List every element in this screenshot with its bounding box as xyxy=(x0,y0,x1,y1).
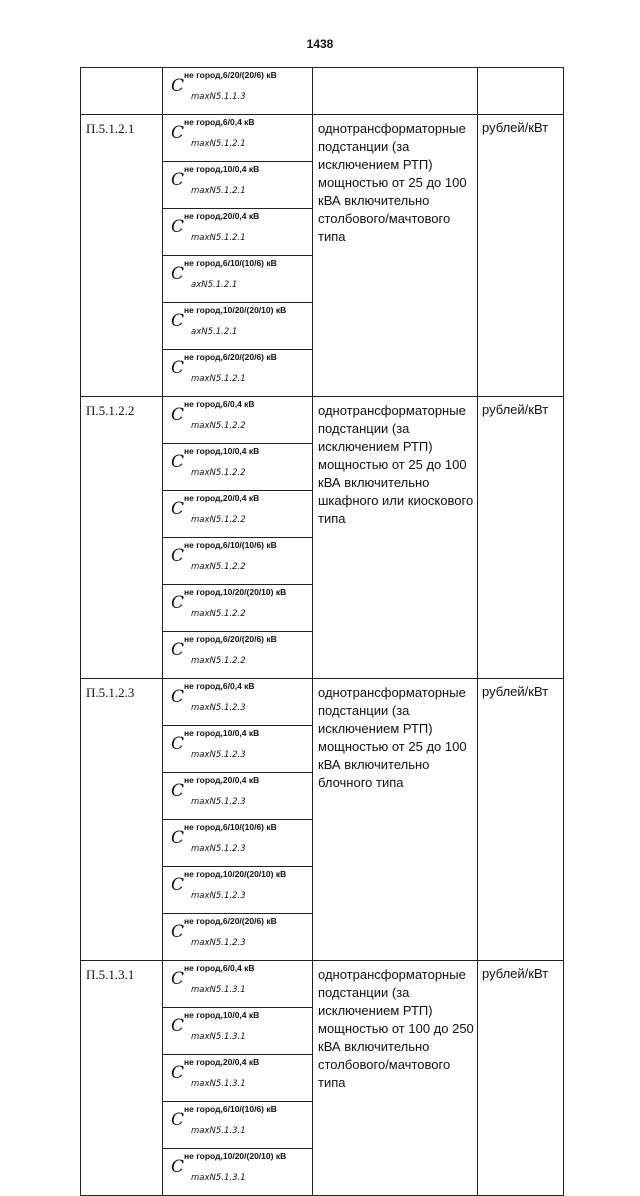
formula-cell xyxy=(163,820,313,867)
formula-superscript: не город,6/10/(10/6) кВ xyxy=(184,540,277,550)
formula-subscript: maxN5.1.3.1 xyxy=(191,1032,246,1042)
formula-symbol: C xyxy=(171,875,185,895)
formula-symbol: C xyxy=(171,405,185,425)
formula-cell xyxy=(163,115,313,162)
formula-symbol: C xyxy=(171,922,185,942)
formula-cell xyxy=(163,773,313,820)
item-code: П.5.1.2.1 xyxy=(81,115,163,397)
formula-cell xyxy=(163,538,313,585)
formula-cell xyxy=(163,632,313,679)
formula-superscript: не город,6/0,4 кВ xyxy=(184,681,255,691)
formula-subscript: maxN5.1.2.3 xyxy=(191,703,246,713)
formula-symbol: C xyxy=(171,499,185,519)
formula-symbol: C xyxy=(171,687,185,707)
formula-subscript: maxN5.1.2.2 xyxy=(191,515,246,525)
formula-symbol: C xyxy=(171,452,185,472)
formula-cell xyxy=(163,209,313,256)
formula-symbol: C xyxy=(171,593,185,613)
page-number: 1438 xyxy=(306,37,334,51)
formula-cell xyxy=(163,350,313,397)
formula-superscript: не город,6/10/(10/6) кВ xyxy=(184,1104,277,1114)
formula-subscript: maxN5.1.2.3 xyxy=(191,797,246,807)
formula-superscript: не город,10/0,4 кВ xyxy=(184,728,260,738)
formula-superscript: не город,6/20/(20/6) кВ xyxy=(184,70,277,80)
formula-subscript: axN5.1.2.1 xyxy=(191,327,238,337)
formula-subscript: maxN5.1.2.2 xyxy=(191,562,246,572)
item-unit: рублей/кВт xyxy=(478,397,564,679)
formula-symbol: C xyxy=(171,640,185,660)
formula-subscript: maxN5.1.3.1 xyxy=(191,1173,246,1183)
formula-subscript: maxN5.1.2.2 xyxy=(191,468,246,478)
formula-superscript: не город,6/20/(20/6) кВ xyxy=(184,634,277,644)
formula-cell xyxy=(163,491,313,538)
formula-superscript: не город,10/20/(20/10) кВ xyxy=(184,1151,287,1161)
formula-symbol: C xyxy=(171,76,185,96)
formula-superscript: не город,20/0,4 кВ xyxy=(184,1057,260,1067)
item-description: однотрансформаторные подстанции (за исключением РТП) мощностью от 25 до 100 кВА включительно столбового/мачтового типа xyxy=(313,115,478,397)
formula-subscript: axN5.1.2.1 xyxy=(191,280,238,290)
table-row xyxy=(81,115,564,162)
formula-cell xyxy=(163,726,313,773)
code-cell xyxy=(81,68,163,115)
item-code: П.5.1.3.1 xyxy=(81,961,163,1196)
formula-subscript: maxN5.1.2.3 xyxy=(191,938,246,948)
formula-cell xyxy=(163,1055,313,1102)
formula-cell xyxy=(163,444,313,491)
formula-cell xyxy=(163,68,313,115)
formula-superscript: не город,6/10/(10/6) кВ xyxy=(184,822,277,832)
item-unit: рублей/кВт xyxy=(478,115,564,397)
formula-subscript: maxN5.1.3.1 xyxy=(191,985,246,995)
formula-subscript: maxN5.1.3.1 xyxy=(191,1126,246,1136)
formula-cell xyxy=(163,914,313,961)
unit-cell xyxy=(478,68,564,115)
formula-superscript: не город,6/10/(10/6) кВ xyxy=(184,258,277,268)
formula-symbol: C xyxy=(171,1063,185,1083)
formula-symbol: C xyxy=(171,1157,185,1177)
formula-symbol: C xyxy=(171,170,185,190)
formula-superscript: не город,10/20/(20/10) кВ xyxy=(184,305,287,315)
formula-symbol: C xyxy=(171,734,185,754)
formula-subscript: maxN5.1.2.2 xyxy=(191,656,246,666)
formula-subscript: maxN5.1.2.1 xyxy=(191,186,246,196)
formula-symbol: C xyxy=(171,264,185,284)
formula-superscript: не город,20/0,4 кВ xyxy=(184,775,260,785)
formula-symbol: C xyxy=(171,358,185,378)
formula-superscript: не город,10/20/(20/10) кВ xyxy=(184,587,287,597)
formula-symbol: C xyxy=(171,217,185,237)
description-cell xyxy=(313,68,478,115)
formula-subscript: maxN5.1.2.3 xyxy=(191,844,246,854)
formula-subscript: maxN5.1.2.3 xyxy=(191,750,246,760)
formula-superscript: не город,10/0,4 кВ xyxy=(184,1010,260,1020)
formula-superscript: не город,10/0,4 кВ xyxy=(184,446,260,456)
formula-subscript: maxN5.1.2.3 xyxy=(191,891,246,901)
formula-symbol: C xyxy=(171,123,185,143)
item-unit: рублей/кВт xyxy=(478,961,564,1196)
formula-cell xyxy=(163,1149,313,1196)
item-description: однотрансформаторные подстанции (за исключением РТП) мощностью от 25 до 100 кВА включительно блочного типа xyxy=(313,679,478,961)
table-row xyxy=(81,679,564,726)
formula-superscript: не город,20/0,4 кВ xyxy=(184,493,260,503)
formula-subscript: maxN5.1.2.1 xyxy=(191,374,246,384)
formula-cell xyxy=(163,961,313,1008)
formula-subscript: maxN5.1.2.2 xyxy=(191,609,246,619)
table-row xyxy=(81,961,564,1008)
formula-symbol: C xyxy=(171,1016,185,1036)
formula-cell xyxy=(163,303,313,350)
formula-subscript: maxN5.1.3.1 xyxy=(191,1079,246,1089)
table-row xyxy=(81,397,564,444)
formula-cell xyxy=(163,867,313,914)
formula-superscript: не город,6/0,4 кВ xyxy=(184,399,255,409)
formula-cell xyxy=(163,1102,313,1149)
item-unit: рублей/кВт xyxy=(478,679,564,961)
formula-symbol: C xyxy=(171,1110,185,1130)
formula-superscript: не город,10/20/(20/10) кВ xyxy=(184,869,287,879)
formula-cell xyxy=(163,256,313,303)
formula-symbol: C xyxy=(171,781,185,801)
formula-superscript: не город,10/0,4 кВ xyxy=(184,164,260,174)
tariff-table xyxy=(80,67,564,1196)
table-row-top xyxy=(81,68,564,115)
formula-superscript: не город,6/20/(20/6) кВ xyxy=(184,916,277,926)
item-description: однотрансформаторные подстанции (за исключением РТП) мощностью от 25 до 100 кВА включительно шкафного или киоскового типа xyxy=(313,397,478,679)
formula-superscript: не город,6/0,4 кВ xyxy=(184,117,255,127)
formula-cell xyxy=(163,1008,313,1055)
formula-superscript: не город,20/0,4 кВ xyxy=(184,211,260,221)
formula-cell xyxy=(163,162,313,209)
formula-subscript: maxN5.1.2.1 xyxy=(191,233,246,243)
formula-cell xyxy=(163,585,313,632)
formula-cell xyxy=(163,679,313,726)
item-code: П.5.1.2.2 xyxy=(81,397,163,679)
item-code: П.5.1.2.3 xyxy=(81,679,163,961)
formula-subscript: maxN5.1.2.2 xyxy=(191,421,246,431)
formula-superscript: не город,6/20/(20/6) кВ xyxy=(184,352,277,362)
formula-subscript: maxN5.1.1.3 xyxy=(191,92,246,102)
formula-superscript: не город,6/0,4 кВ xyxy=(184,963,255,973)
formula-symbol: C xyxy=(171,546,185,566)
formula-symbol: C xyxy=(171,311,185,331)
formula-symbol: C xyxy=(171,828,185,848)
item-description: однотрансформаторные подстанции (за исключением РТП) мощностью от 100 до 250 кВА включительно столбового/мачтового типа xyxy=(313,961,478,1196)
formula-subscript: maxN5.1.2.1 xyxy=(191,139,246,149)
formula-cell xyxy=(163,397,313,444)
formula-symbol: C xyxy=(171,969,185,989)
